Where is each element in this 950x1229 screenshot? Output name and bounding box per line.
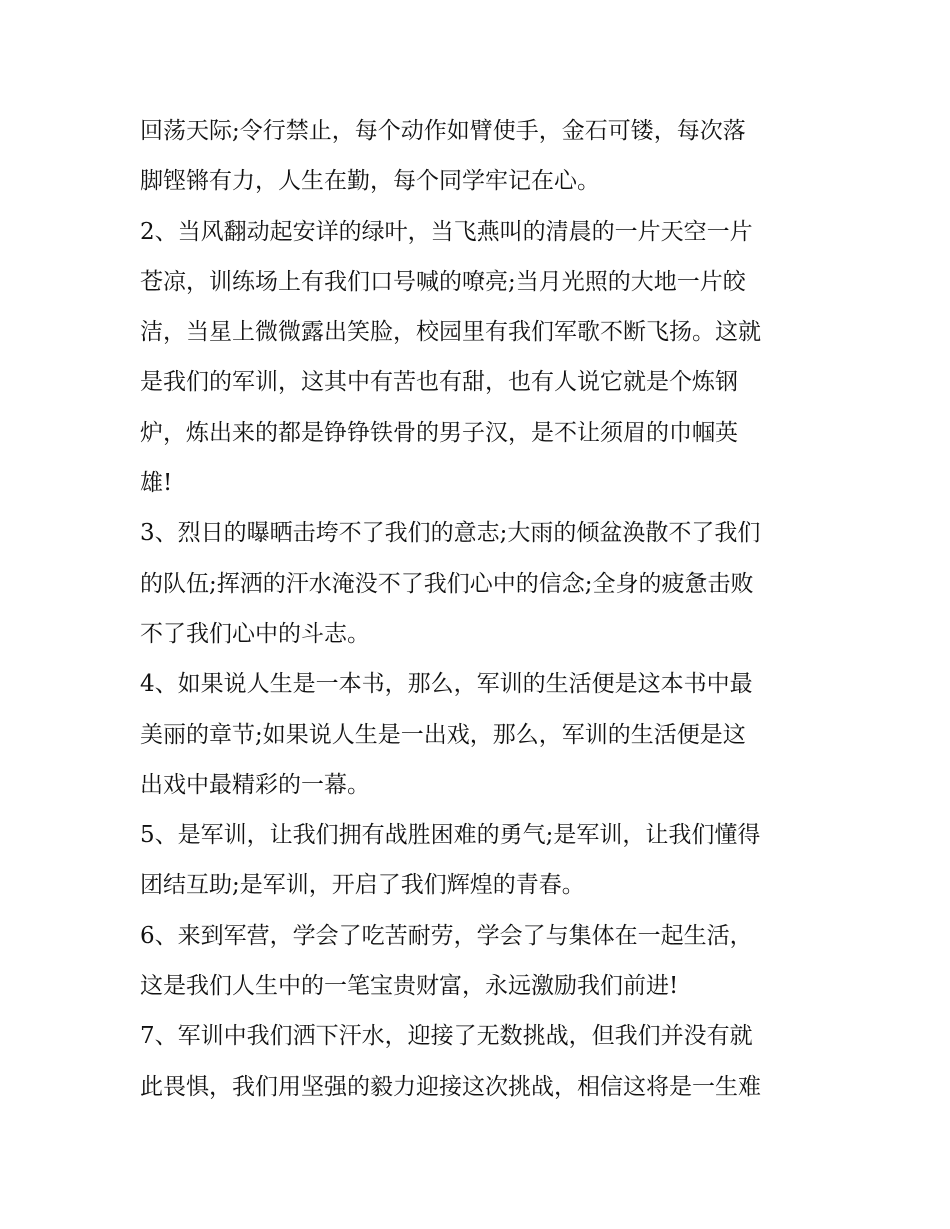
paragraph-item-5 xyxy=(140,810,820,911)
paragraph-continuation xyxy=(140,106,820,207)
paragraph-item-7 xyxy=(140,1011,820,1112)
body-text xyxy=(140,106,820,1112)
text-line: 团结互助;是军训，开启了我们辉煌的青春。 xyxy=(140,872,585,899)
text-line: 3、烈日的曝晒击垮不了我们的意志;大雨的倾盆涣散不了我们 xyxy=(140,520,761,547)
text-line: 6、来到军营，学会了吃苦耐劳，学会了与集体在一起生活， xyxy=(140,922,753,949)
text-line: 不了我们心中的斗志。 xyxy=(140,620,370,647)
text-line: 出戏中最精彩的一幕。 xyxy=(140,771,370,798)
text-line: 这是我们人生中的一笔宝贵财富，永远激励我们前进! xyxy=(140,973,679,1000)
text-line: 5、是军训，让我们拥有战胜困难的勇气;是军训，让我们懂得 xyxy=(140,822,761,849)
text-line: 的队伍;挥洒的汗水淹没不了我们心中的信念;全身的疲惫击败 xyxy=(140,570,754,597)
text-line: 2、当风翻动起安详的绿叶，当飞燕叫的清晨的一片天空一片 xyxy=(140,218,753,245)
text-line: 雄! xyxy=(140,470,173,497)
text-line: 苍凉，训练场上有我们口号喊的嘹亮;当月光照的大地一片皎 xyxy=(140,268,746,295)
text-line: 回荡天际;令行禁止，每个动作如臂使手，金石可镂，每次落 xyxy=(140,118,746,144)
text-line: 4、如果说人生是一本书，那么，军训的生活便是这本书中最 xyxy=(140,671,753,698)
text-line: 洁，当星上微微露出笑脸，校园里有我们军歌不断飞扬。这就 xyxy=(140,319,761,346)
paragraph-item-6 xyxy=(140,911,820,1012)
text-line: 是我们的军训，这其中有苦也有甜，也有人说它就是个炼钢 xyxy=(140,369,738,396)
text-line: 7、军训中我们洒下汗水，迎接了无数挑战，但我们并没有就 xyxy=(140,1023,753,1050)
text-line: 此畏惧，我们用坚强的毅力迎接这次挑战，相信这将是一生难 xyxy=(140,1073,761,1100)
paragraph-item-2 xyxy=(140,207,820,509)
text-line: 脚铿锵有力，人生在勤，每个同学牢记在心。 xyxy=(140,168,600,195)
paragraph-item-3 xyxy=(140,508,820,659)
paragraph-item-4 xyxy=(140,659,820,810)
text-line: 美丽的章节;如果说人生是一出戏，那么，军训的生活便是这 xyxy=(140,721,746,748)
text-line: 炉，炼出来的都是铮铮铁骨的男子汉，是不让须眉的巾帼英 xyxy=(140,419,738,446)
